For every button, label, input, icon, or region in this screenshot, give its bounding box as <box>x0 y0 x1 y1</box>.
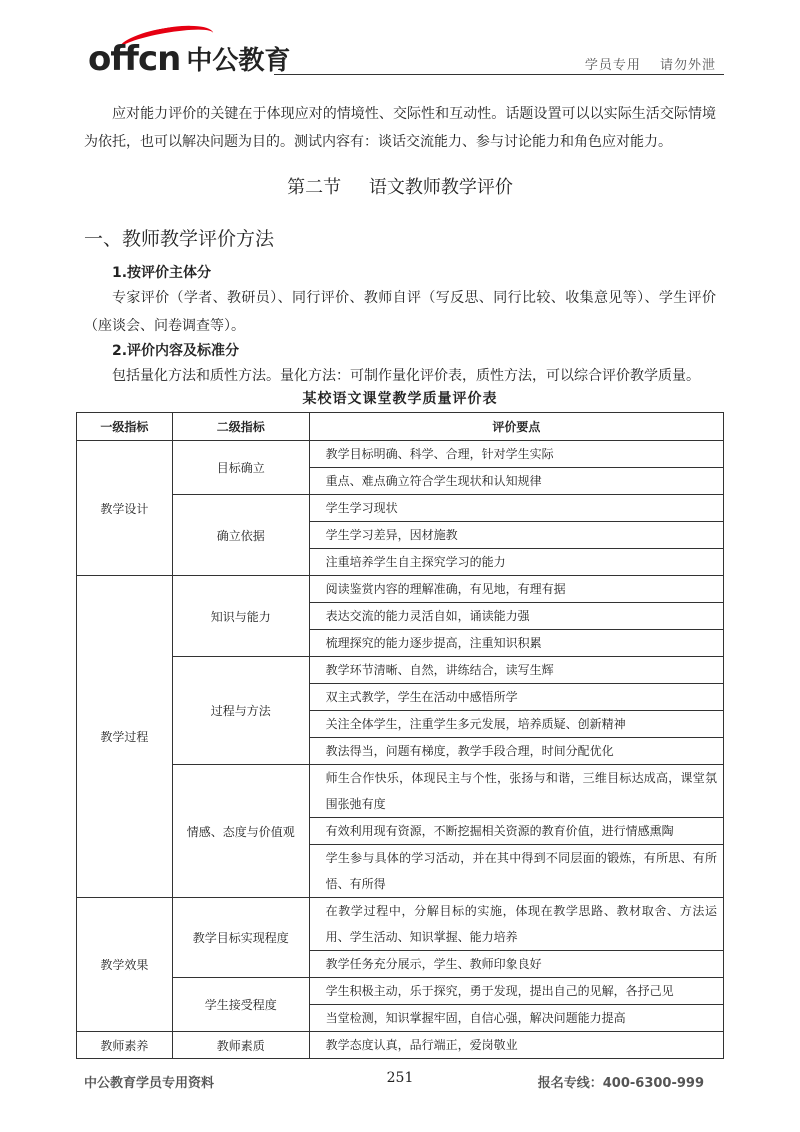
level2-cell: 教学目标实现程度 <box>172 898 309 978</box>
point-cell: 学生积极主动，乐于探究，勇于发现，提出自己的见解，各抒己见 <box>309 978 723 1005</box>
footer-right: 报名专线：400-6300-999 <box>537 1076 704 1091</box>
point-cell: 阅读鉴赏内容的理解准确，有见地，有理有据 <box>309 576 723 603</box>
page-header <box>78 30 724 80</box>
point-cell: 有效利用现有资源，不断挖掘相关资源的教育价值，进行情感熏陶 <box>309 818 723 845</box>
table-row <box>77 657 724 684</box>
subheading-2: 2.评价内容及标准分 <box>112 343 240 359</box>
table-caption: 某校语文课堂教学质量评价表 <box>302 391 498 407</box>
table-row <box>77 441 724 468</box>
level2-cell: 情感、态度与价值观 <box>172 765 309 898</box>
heading-1: 一、教师教学评价方法 <box>84 228 275 250</box>
level2-cell: 学生接受程度 <box>172 978 309 1032</box>
level1-cell: 教师素养 <box>77 1032 173 1059</box>
table-row <box>77 898 724 951</box>
header-points: 评价要点 <box>309 413 723 441</box>
level1-cell: 教学效果 <box>77 898 173 1032</box>
sub-2-text: 包括量化方法和质性方法。量化方法：可制作量化评价表，质性方法，可以综合评价教学质量。 <box>112 368 700 384</box>
point-cell: 双主式教学，学生在活动中感悟所学 <box>309 684 723 711</box>
level2-cell: 目标确立 <box>172 441 309 495</box>
level2-cell: 确立依据 <box>172 495 309 576</box>
point-cell: 教学任务充分展示，学生、教师印象良好 <box>309 951 723 978</box>
point-cell: 师生合作快乐，体现民主与个性，张扬与和谐，三维目标达成高，课堂氛围张弛有度 <box>309 765 723 818</box>
header-level1: 一级指标 <box>77 413 173 441</box>
point-cell: 重点、难点确立符合学生现状和认知规律 <box>309 468 723 495</box>
section-name: 语文教师教学评价 <box>368 177 513 198</box>
point-cell: 梳理探究的能力逐步提高，注重知识积累 <box>309 630 723 657</box>
header-rule <box>274 74 724 75</box>
point-cell: 教学态度认真，品行端正，爱岗敬业 <box>309 1032 723 1059</box>
point-cell: 表达交流的能力灵活自如，诵读能力强 <box>309 603 723 630</box>
point-cell: 在教学过程中，分解目标的实施，体现在教学思路、教材取舍、方法运用、学生活动、知识掌握、能力培养 <box>309 898 723 951</box>
subheading-1: 1.按评价主体分 <box>112 265 212 281</box>
header-tag-1: 学员专用 <box>584 58 641 73</box>
point-cell: 学生学习现状 <box>309 495 723 522</box>
section-number: 第二节 <box>287 177 342 198</box>
point-cell: 教法得当，问题有梯度，教学手段合理，时间分配优化 <box>309 738 723 765</box>
header-level2: 二级指标 <box>172 413 309 441</box>
point-cell: 教学目标明确、科学、合理，针对学生实际 <box>309 441 723 468</box>
point-cell: 学生参与具体的学习活动，并在其中得到不同层面的锻炼，有所思、有所悟、有所得 <box>309 845 723 898</box>
table-header-row <box>77 413 724 441</box>
point-cell: 教学环节清晰、自然，讲练结合，读写生辉 <box>309 657 723 684</box>
table-row <box>77 495 724 522</box>
level1-cell: 教学过程 <box>77 576 173 898</box>
logo-latin: offcn <box>88 39 181 79</box>
section-title <box>0 173 800 199</box>
intro-paragraph: 应对能力评价的关键在于体现应对的情境性、交际性和互动性。话题设置可以以实际生活交际情境为依托，也可以解决问题为目的。测试内容有：谈话交流能力、参与讨论能力和角色应对能力。 <box>84 106 716 150</box>
table-row <box>77 576 724 603</box>
level2-cell: 教师素质 <box>172 1032 309 1059</box>
point-cell: 关注全体学生，注重学生多元发展，培养质疑、创新精神 <box>309 711 723 738</box>
footer-left: 中公教育学员专用资料 <box>84 1076 215 1091</box>
point-cell: 注重培养学生自主探究学习的能力 <box>309 549 723 576</box>
table-row <box>77 765 724 818</box>
header-tag <box>585 54 716 73</box>
point-cell: 学生学习差异，因材施教 <box>309 522 723 549</box>
level1-cell: 教学设计 <box>77 441 173 576</box>
logo-cn: 中公教育 <box>186 46 291 76</box>
logo <box>88 36 291 79</box>
evaluation-table <box>76 412 724 1059</box>
level2-cell: 过程与方法 <box>172 657 309 765</box>
sub-1-text: 专家评价（学者、教研员）、同行评价、教师自评（写反思、同行比较、收集意见等）、学生评价（座谈会、问卷调查等）。 <box>84 290 716 334</box>
page-number: 251 <box>386 1070 414 1086</box>
table-row <box>77 1032 724 1059</box>
point-cell: 当堂检测，知识掌握牢固，自信心强，解决问题能力提高 <box>309 1005 723 1032</box>
table-row <box>77 978 724 1005</box>
header-tag-2: 请勿外泄 <box>659 58 716 73</box>
level2-cell: 知识与能力 <box>172 576 309 657</box>
